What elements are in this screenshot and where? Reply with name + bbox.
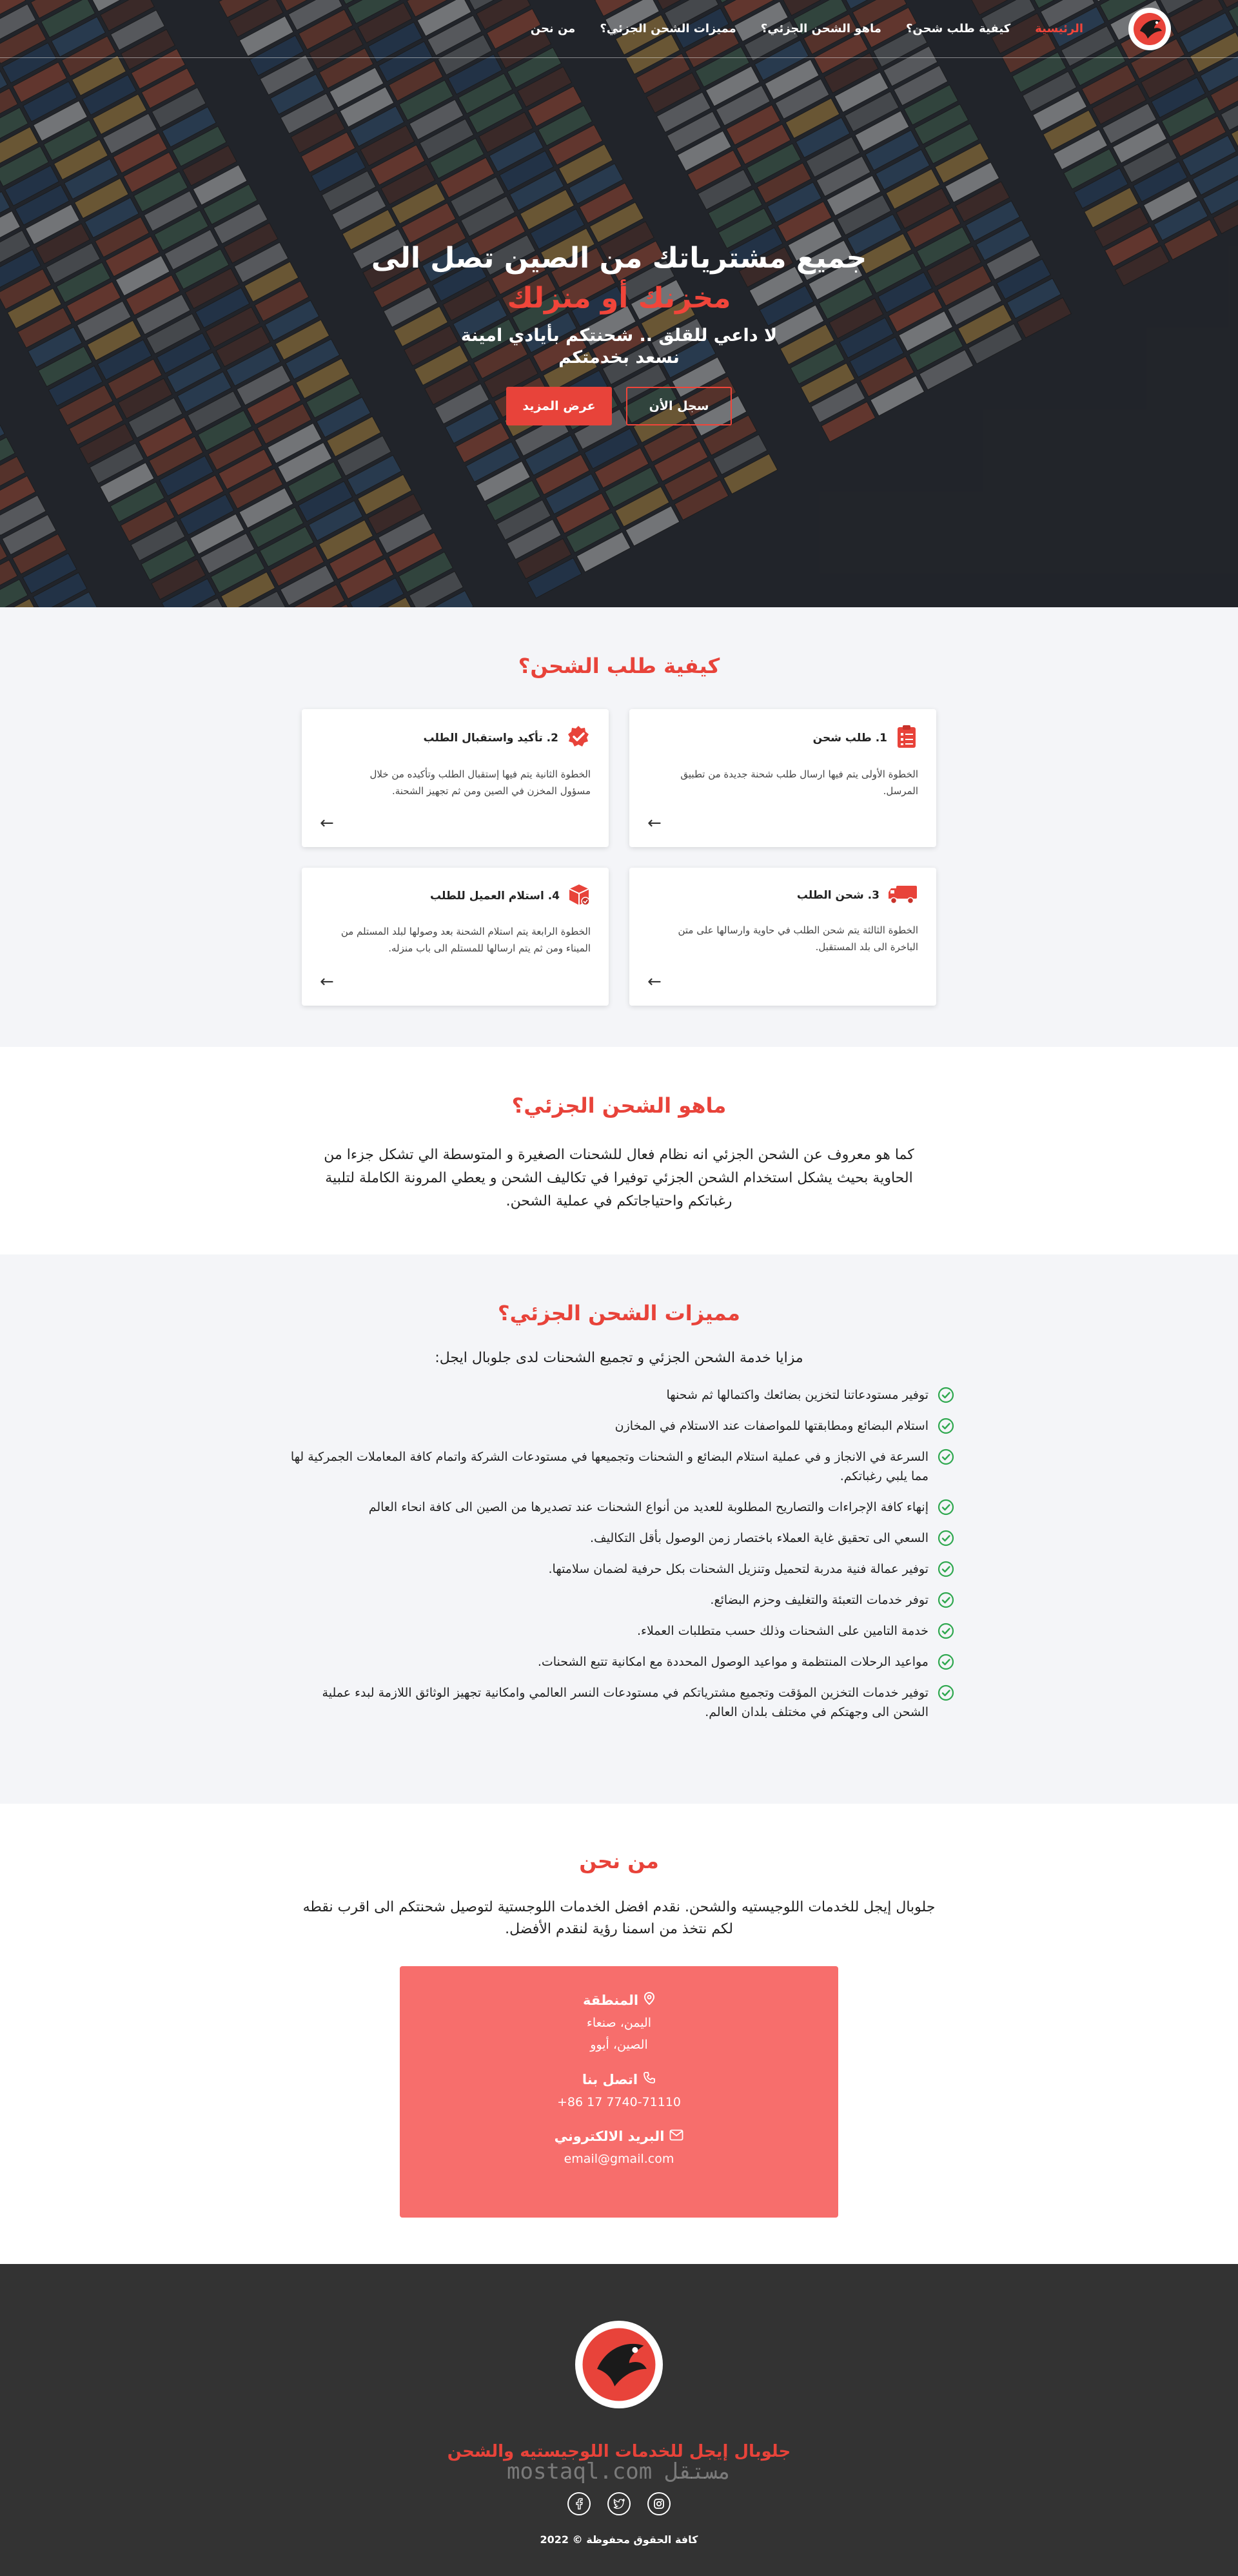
check-circle-icon — [938, 1592, 954, 1608]
nav-item-features[interactable]: مميزات الشحن الجزئي؟ — [600, 22, 736, 35]
nav-item-home[interactable]: الرئيسية — [1035, 22, 1083, 35]
feature-text: مواعيد الرحلات المنتظمة و مواعيد الوصول المحددة مع امكانية تتبع الشحنات. — [537, 1655, 928, 1669]
step-title: 4. استلام العميل للطلب — [429, 890, 560, 903]
nav-item-how-to-order[interactable]: كيفية طلب شحن؟ — [905, 22, 1011, 35]
feature-item — [284, 1447, 954, 1486]
phone-label: اتصل بنا — [582, 2071, 638, 2087]
nav-item-partial-shipping[interactable]: ماهو الشحن الجزئي؟ — [760, 22, 881, 35]
arrow-left-icon[interactable]: ← — [647, 814, 662, 833]
feature-list — [284, 1385, 954, 1722]
nav-menu — [531, 22, 1083, 35]
instagram-icon[interactable] — [647, 2492, 671, 2515]
hero-buttons — [0, 387, 1238, 425]
check-circle-icon — [938, 1418, 954, 1434]
footer-brand-name: جلوبال إيجل للخدمات اللوجيستيه والشحن — [447, 2442, 791, 2461]
step-card-4 — [302, 868, 609, 1006]
hero-subtitle-1: لا داعي للقلق .. شحنتكم بأيادي امينة — [460, 326, 778, 346]
features-title: مميزات الشحن الجزئي؟ — [498, 1301, 740, 1325]
feature-text: توفير عمالة فنية مدربة لتحميل وتنزيل الشحنات بكل حرفية لضمان سلامتها. — [548, 1562, 928, 1576]
box-icon — [567, 883, 591, 909]
feature-text: توفير خدمات التخزين المؤقت وتجميع مشترياتكم في مستودعات النسر العالمي وامكانية تجهيز الوثائق اللازمة لبدء عملية الشحن الى وجهتكم في مختلف بلدان العالم. — [322, 1686, 928, 1719]
feature-item — [284, 1385, 954, 1405]
step-title: 2. تأكيد واستقبال الطلب — [423, 732, 558, 745]
arrow-left-icon[interactable]: ← — [320, 814, 334, 833]
envelope-icon — [669, 2129, 683, 2144]
eagle-logo-icon[interactable] — [575, 2321, 663, 2408]
nav-item-about[interactable]: من نحن — [530, 22, 576, 35]
check-circle-icon — [938, 1623, 954, 1639]
phone-value[interactable]: 7740-71110 17 86+ — [556, 2095, 682, 2109]
feature-item — [284, 1590, 954, 1610]
about-section — [0, 1804, 1238, 2264]
step-description: الخطوة الثالثة يتم شحن الطلب في حاوية وارسالها على متن الباخرة الى بلد المستقبل. — [678, 924, 918, 953]
footer — [0, 2264, 1238, 2576]
step-card-1 — [629, 709, 936, 847]
arrow-left-icon[interactable]: ← — [647, 972, 662, 991]
watermark-text: مستقل mostaql.com — [507, 2459, 731, 2484]
check-badge-icon — [566, 725, 591, 752]
feature-text: خدمة التامين على الشحنات وذلك حسب متطلبات العملاء. — [637, 1624, 928, 1638]
copyright-text: كافة الحقوق محفوظة © 2022 — [540, 2533, 698, 2546]
feature-item — [284, 1416, 954, 1436]
step-description: الخطوة الأولى يتم فيها ارسال طلب شحنة جديدة من تطبيق المرسل. — [680, 768, 918, 797]
region-value-1: اليمن، صنعاء — [586, 2016, 652, 2030]
feature-text: توفير مستودعاتنا لتخزين بضائعك واكتمالها ثم شحنها — [666, 1388, 928, 1402]
feature-text: توفر خدمات التعبئة والتغليف وحزم البضائع. — [710, 1593, 928, 1607]
hero-subtitle-2: نسعد بخدمتكم — [558, 347, 680, 367]
email-label: البريد الالكتروني — [554, 2129, 665, 2144]
feature-text: السرعة في الانجاز و في عملية استلام البضائع و الشحنات وتجميعها في مستودعات الشركة واتمام كافة المعاملات الجمركية لها مما يلبي رغباتكم. — [290, 1450, 928, 1483]
social-links — [0, 2492, 1238, 2515]
arrow-left-icon[interactable]: ← — [320, 972, 334, 991]
eagle-logo-icon[interactable] — [1128, 8, 1171, 50]
hero-title-accent: مخزنك أو منزلك — [507, 282, 731, 315]
hero-section — [0, 0, 1238, 607]
feature-item — [284, 1652, 954, 1672]
twitter-icon[interactable] — [607, 2492, 631, 2515]
features-intro: مزايا خدمة الشحن الجزئي و تجميع الشحنات لدى جلوبال ايجل: — [435, 1350, 803, 1366]
how-to-order-section — [0, 607, 1238, 1047]
truck-icon — [887, 883, 918, 908]
feature-text: استلام البضائع ومطابقتها للمواصفات عند الاستلام في المخازن — [614, 1419, 928, 1433]
top-navbar — [0, 0, 1238, 58]
feature-item — [284, 1621, 954, 1641]
check-circle-icon — [938, 1530, 954, 1547]
step-description: الخطوة الرابعة يتم استلام الشحنة بعد وصولها لبلد المستلم من الميناء ومن ثم يتم ارسالها للمستلم الى باب منزله. — [340, 926, 591, 954]
email-value[interactable]: email@gmail.com — [564, 2152, 674, 2166]
step-card-3 — [629, 868, 936, 1006]
feature-item — [284, 1528, 954, 1548]
contact-box — [400, 1966, 838, 2218]
feature-text: السعي الى تحقيق غاية العملاء باختصار زمن الوصول بأقل التكاليف. — [589, 1531, 928, 1545]
phone-icon — [643, 2071, 656, 2087]
clipboard-icon — [895, 725, 918, 752]
feature-item — [284, 1559, 954, 1579]
facebook-icon[interactable] — [567, 2492, 591, 2515]
location-pin-icon — [644, 1992, 655, 2008]
feature-item — [284, 1683, 954, 1722]
check-circle-icon — [938, 1387, 954, 1403]
what-text: كما هو معروف عن الشحن الجزئي انه نظام فعال للشحنات الصغيرة و المتوسطة الي تشكل جزءا من الحاوية بحيث يشكل استخدام الشحن الجزئي توفيرا في تكاليف الشحن و يعطي المرونة الكاملة لتلبية رغباتكم واحتياجاتكم في عملية الشحن. — [324, 1147, 914, 1209]
step-title: 3. شحن الطلب — [796, 889, 879, 902]
check-circle-icon — [938, 1449, 954, 1465]
check-circle-icon — [938, 1654, 954, 1670]
check-circle-icon — [938, 1499, 954, 1516]
feature-text: إنهاء كافة الإجراءات والتصاريح المطلوبة للعديد من أنواع الشحنات عند تصديرها من الصين الى كافة انحاء العالم — [368, 1500, 928, 1514]
hero-title: جميع مشترياتك من الصين تصل الى — [371, 242, 867, 275]
how-title: كيفية طلب الشحن؟ — [518, 654, 720, 678]
about-text: جلوبال إيجل للخدمات اللوجيستيه والشحن. نقدم افضل الخدمات اللوجستية لتوصيل شحنتكم الى اقرب نقطه لكم نتخذ من اسمنا رؤية لنقدم الأفضل. — [302, 1899, 936, 1937]
what-title: ماهو الشحن الجزئي؟ — [511, 1093, 727, 1118]
check-circle-icon — [938, 1561, 954, 1577]
step-card-2 — [302, 709, 609, 847]
check-circle-icon — [938, 1684, 954, 1701]
show-more-button[interactable]: عرض المزيد — [506, 387, 612, 425]
step-description: الخطوة الثانية يتم فيها إستقبال الطلب وتأكيده من خلال مسؤول المخزن في الصين ومن ثم تجهيز الشحنة. — [369, 768, 591, 797]
steps-grid — [302, 709, 936, 1006]
feature-item — [284, 1498, 954, 1517]
register-button[interactable]: سجل الأن — [626, 387, 732, 425]
hero-content — [0, 239, 1238, 425]
step-title: 1. طلب شحن — [812, 732, 887, 745]
partial-shipping-section — [0, 1047, 1238, 1254]
region-label: المنطقة — [582, 1992, 639, 2008]
about-title: من نحن — [579, 1849, 659, 1873]
features-section — [0, 1254, 1238, 1804]
region-value-2: الصين، أيوو — [590, 2038, 648, 2052]
